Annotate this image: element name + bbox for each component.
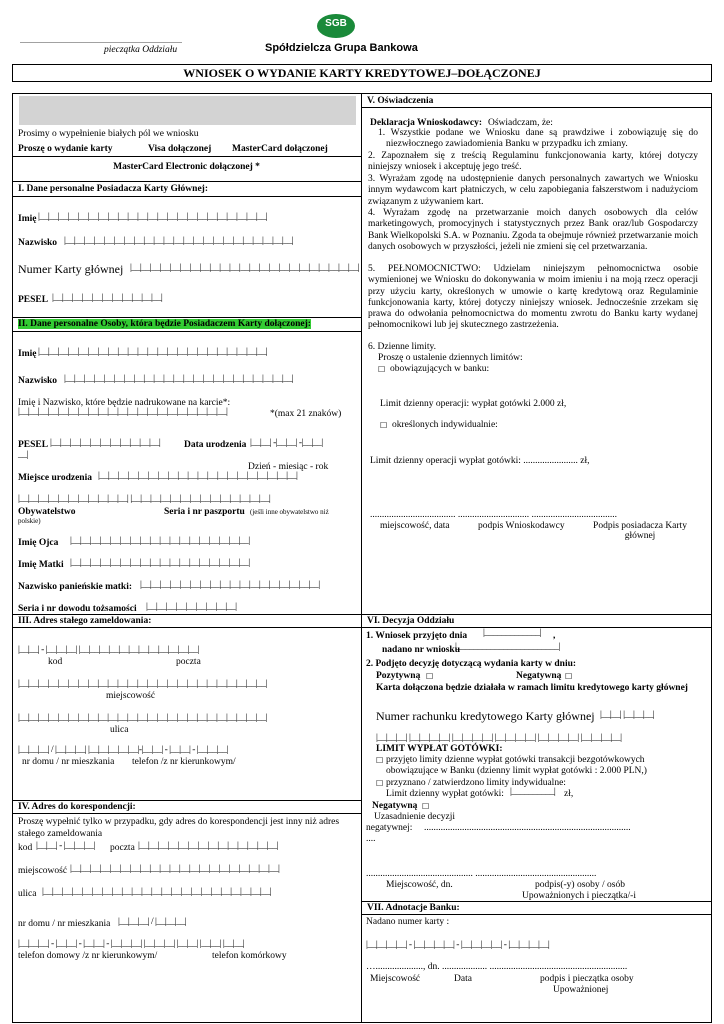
s4-note: Proszę wypełnić tylko w przypadku, gdy adres do korespondencji jest inny niż adres stałego zameldowania bbox=[18, 817, 340, 839]
s7-sig-place: Miejscowość bbox=[370, 974, 421, 984]
s2-card-name-label: Imię i Nazwisko, które będzie nadrukowane na karcie*: bbox=[18, 398, 231, 408]
s2-dob-input[interactable]: |__|__| -|__|__| -|__|__| bbox=[250, 438, 323, 448]
s1-numer-label: Numer Karty głównej bbox=[18, 262, 124, 276]
lim-a-text: przyjęto limity dzienne wypłat gotówki transakcji bezgotówkowych obowiązujące w Banku (dzienny limit wypłat gotówki : 2.000 PLN,) bbox=[386, 755, 647, 776]
s4-nr-input[interactable]: |__|__|__| / |__|__|__| bbox=[118, 917, 187, 927]
s3-miejscowosc-input[interactable]: |__|__|__|__|__|__|__|__|__|__|__|__|__|__|__|__|__|__|__|__|__|__|__|__|__| bbox=[18, 679, 267, 689]
pos-checkbox[interactable]: ☐ bbox=[426, 672, 434, 681]
s2-pesel-input[interactable]: |__|__|__|__|__|__|__|__|__|__|__| bbox=[50, 438, 161, 448]
decl-p2: 2. Zapoznałem się z treścią Regulaminu funkcjonowania karty, której dotyczy niniejszy wniosek i akceptuję jego treść. bbox=[368, 151, 698, 173]
s3-ulica-input[interactable]: |__|__|__|__|__|__|__|__|__|__|__|__|__|__|__|__|__|__|__|__|__|__|__|__|__| bbox=[18, 713, 267, 723]
sig-main-holder: Podpis posiadacza Karty główne​j bbox=[593, 521, 687, 541]
s2-birthplace-input[interactable]: |__|__|__|__|__|__|__|__|__|__|__|__|__|__|__|__|__|__|__|__| bbox=[98, 471, 298, 481]
s4-poczta-input[interactable]: |__|__|__|__|__|__|__|__|__|__|__|__|__|__| bbox=[138, 841, 279, 851]
decl-p1: 1. Wszystkie podane we Wniosku dane są prawdziwe i zobowiązuję się do niezwłocznego zawiadomienia Banku w przypadku ich zmiany. bbox=[378, 128, 698, 150]
d1-nr-label: nadano nr wniosku bbox=[382, 645, 460, 655]
s3-miejscowosc-label: miejscowość bbox=[106, 691, 156, 701]
form-title: WNIOSEK O WYDANIE KARTY KREDYTOWEJ–DOŁĄCZONEJ bbox=[183, 66, 541, 80]
s4-miejscowosc-input[interactable]: |__|__|__|__|__|__|__|__|__|__|__|__|__|__|__|__|__|__|__|__|__| bbox=[70, 864, 280, 874]
s2-card-name-input[interactable]: |__|__|__|__|__|__|__|__|__|__|__|__|__|__|__|__|__|__|__|__|__| bbox=[18, 407, 228, 417]
s4-poczta-label: poczta bbox=[110, 843, 135, 853]
opt2-checkbox[interactable]: ☐ bbox=[380, 421, 388, 430]
sig-applicant: podpis Wnioskodawcy bbox=[478, 521, 565, 531]
s7-dots: …...................., dn. ................... .......................................................... bbox=[366, 962, 628, 972]
limit1-text: Limit dzienny operacji: wypłat gotówki 2.000 zł, bbox=[380, 399, 567, 409]
sig-place-date: miejscowość, data bbox=[380, 521, 450, 531]
decl-label: Deklaracja Wnioskodawcy: bbox=[370, 118, 482, 128]
s2-father-input[interactable]: |__|__|__|__|__|__|__|__|__|__|__|__|__|__|__|__|__|__| bbox=[70, 536, 250, 546]
opt1-label: obowiązujących w banku: bbox=[390, 364, 490, 374]
s2-birthplace-label: Miejsce urodzenia bbox=[18, 473, 92, 483]
d2-note: Karta dołączona będzie działała w ramach limitu kredytowego karty głównej bbox=[376, 683, 688, 693]
s2-dob-hint: Dzień - miesiąc - rok bbox=[248, 462, 329, 472]
s3-tel-label: telefon /z nr kierunkowym/ bbox=[132, 757, 236, 767]
s3-poczta-label: poczta bbox=[176, 657, 201, 667]
s2-max-hint: *(max 21 znaków) bbox=[270, 409, 342, 419]
decl-p4: 4. Wyrażam zgodę na przetwarzanie moich danych osobowych dla celów marketingowych, promocyjnych i statystycznych przez Bank oraz/lub Gospodarczy Bank Wielkopolski S.A. w Poznaniu. Zgoda ta obejmuje również przetwarzanie moich danych osobowych w przyszłości, jeżeli nie zmieni się cel przetwarzania. bbox=[368, 208, 699, 252]
gray-header-box bbox=[19, 96, 356, 125]
request-label: Proszę o wydanie karty bbox=[18, 144, 113, 154]
section-6-title: VI. Decyzja Oddziału bbox=[367, 616, 455, 626]
lim-b2-text: Limit dzienny wypłat gotówki: bbox=[386, 789, 504, 799]
s4-tel-home-label: telefon domowy /z nr kierunkowym/ bbox=[18, 951, 158, 961]
s1-imie-label: Imię bbox=[18, 214, 37, 224]
s2-maiden-input[interactable]: |__|__|__|__|__|__|__|__|__|__|__|__|__|__|__|__|__|__| bbox=[140, 580, 320, 590]
s2-passport-label: Seria i nr paszportu bbox=[164, 507, 245, 517]
s3-nr-label: nr domu / nr mieszkania bbox=[22, 757, 115, 767]
acct-input-a[interactable]: |__|__| |__|__|__| bbox=[600, 710, 655, 720]
s2-dob-label: Data urodzenia bbox=[184, 440, 247, 450]
reason-dots[interactable]: ....................................................................................... bbox=[424, 823, 631, 833]
intro-text: Prosimy o wypełnienie białych pól we wniosku bbox=[18, 129, 199, 139]
s2-id-label: Seria i nr dowodu tożsamości bbox=[18, 604, 137, 614]
s6-sig-dots: ............................................. ................................................... bbox=[366, 869, 597, 879]
s7-card-input[interactable]: |__|__|__|__| - |__|__|__|__| - |__|__|__|__| - |__|__|__|__| bbox=[366, 940, 550, 950]
mastercard-option[interactable]: MasterCard dołączonej bbox=[232, 144, 328, 154]
s1-imie-input[interactable]: |__|__|__|__|__|__|__|__|__|__|__|__|__|__|__|__|__|__|__|__|__|__|__| bbox=[38, 212, 268, 222]
section-7-title: VII. Adnotacje Banku: bbox=[367, 903, 460, 913]
d1-comma: , bbox=[553, 631, 556, 641]
lim-b2-zl: zł, bbox=[564, 789, 574, 799]
s2-citizenship-input[interactable]: |__|__|__|__|__|__|__|__|__|__|__| |__|__|__|__|__|__|__|__|__|__|__|__|__|__| bbox=[18, 494, 271, 504]
logo-text: SGB bbox=[325, 18, 347, 29]
reason-label: Uzasadnienie decyzji bbox=[374, 812, 455, 822]
s2-mother-input[interactable]: |__|__|__|__|__|__|__|__|__|__|__|__|__|__|__|__|__|__| bbox=[70, 558, 250, 568]
s2-passport-hint2: polskie) bbox=[18, 517, 41, 525]
decl-p5: 5. PEŁNOMOCNICTWO: Udzielam niniejszym pełnomocnictwa osobie wymienionej we Wniosku do dokonywania w moim imieniu i na moją rzecz operacji przy użyciu karty, określonych w umowie o kartę kredytową oraz Regulaminie funkcjonowania karty, której dotyczy niniejszy wniosek. Jednocześnie zrzekam się prawa do odwołania pełnomocnictwa do momentu zwrotu do Banku karty wydanej pełnomocnikowi lub jej skutecznego zastrzeżenia. bbox=[368, 264, 698, 331]
decl-p6: 6. Dzienne limity. bbox=[368, 342, 436, 352]
d1-label: 1. Wniosek przyjęto dnia bbox=[366, 631, 468, 641]
section-3-title: III. Adres stałego zameldowania: bbox=[18, 616, 152, 626]
section-2-title: II. Dane personalne Osoby, która będzie Posiadaczem Karty dołączonej: bbox=[18, 319, 311, 329]
s2-mother-label: Imię Matki bbox=[18, 560, 64, 570]
s2-nazwisko-label: Nazwisko bbox=[18, 376, 58, 386]
lim-b2-input[interactable]: |__________| bbox=[510, 787, 556, 797]
stamp-label: pieczątka Oddziału bbox=[104, 45, 178, 55]
s1-pesel-input[interactable]: |__|__|__|__|__|__|__|__|__|__|__| bbox=[52, 293, 163, 303]
section-5-title: V. Oświadczenia bbox=[367, 96, 434, 106]
reason-dots-2: .... bbox=[366, 834, 376, 844]
s3-kod-label: kod bbox=[48, 657, 63, 667]
s4-ulica-label: ulica bbox=[18, 889, 37, 899]
s3-kod-input[interactable]: |__|__| - |__|__|__| |__|__|__|__|__|__|__|__|__|__|__|__| bbox=[18, 645, 199, 655]
s2-maiden-label: Nazwisko panieńskie matki: bbox=[18, 582, 133, 592]
neg-label: Negatywną bbox=[516, 671, 562, 681]
lim-a-checkbox[interactable]: ☐ bbox=[376, 756, 384, 765]
s7-sig-auth: Upoważnionej bbox=[553, 985, 609, 995]
neg2-checkbox[interactable]: ☐ bbox=[422, 802, 430, 811]
s2-imie-label: Imię bbox=[18, 349, 37, 359]
decl-p6b: Proszę o ustalenie dziennych limitów: bbox=[378, 353, 523, 363]
s4-tel-input[interactable]: |__|__|__| - |__|__| - |__|__| - |__|__|__| |__|__|__| |__|__| |__|__| |__|__| bbox=[18, 939, 245, 949]
lim-b-checkbox[interactable]: ☐ bbox=[376, 779, 384, 788]
s1-numer-input[interactable]: |__|__|__|__|__|__|__|__|__|__|__|__|__|__|__|__|__|__|__|__|__|__|__| bbox=[130, 263, 360, 273]
s7-sig-date: Data bbox=[454, 974, 472, 984]
decl-intro: Oświadczam, że: bbox=[488, 118, 553, 128]
bank-name: Spółdzielcza Grupa Bankowa bbox=[265, 42, 418, 54]
s1-nazwisko-label: Nazwisko bbox=[18, 238, 58, 248]
s2-imie-input[interactable]: |__|__|__|__|__|__|__|__|__|__|__|__|__|__|__|__|__|__|__|__|__|__|__| bbox=[38, 347, 268, 357]
acct-input-b[interactable]: |__|__|__| |__|__|__|__| |__|__|__|__| |__|__|__|__| |__|__|__|__| |__|__|__|__| bbox=[376, 733, 622, 743]
decl-p3: 3. Wyrażam zgodę na udostępnienie danych personalnych zawartych we Wniosku innym wydawcom kart płatniczych, w celu zapobiegania fałszerstwom i nadużyciom związanym z używaniem kart. bbox=[368, 174, 698, 207]
s4-ulica-input[interactable]: |__|__|__|__|__|__|__|__|__|__|__|__|__|__|__|__|__|__|__|__|__|__|__| bbox=[42, 887, 272, 897]
s2-father-label: Imię Ojca bbox=[18, 538, 59, 548]
s1-pesel-label: PESEL bbox=[18, 295, 49, 305]
limit-title: LIMIT WYPŁAT GOTÓWKI: bbox=[376, 744, 503, 754]
s4-kod-input[interactable]: |__|__| - |__|__|__| bbox=[36, 841, 95, 851]
d2-label: 2. Podjęto decyzję dotyczącą wydania karty w dniu: bbox=[366, 659, 577, 669]
opt2-label: określonych indywidualnie: bbox=[392, 420, 498, 430]
s4-tel-mobile-label: telefon komórkowy bbox=[212, 951, 287, 961]
s4-miejscowosc-label: miejscowość bbox=[18, 866, 68, 876]
negatywnej-label: negatywnej: bbox=[366, 823, 413, 833]
s7-card-label: Nadano numer karty : bbox=[366, 917, 450, 927]
d1-nr-input[interactable]: |________________________| bbox=[455, 642, 560, 652]
s6-sig-place: Miejscowość, dn. bbox=[386, 880, 453, 890]
limit2-text: Limit dzienny operacji wypłat gotówki: ....................... zł, bbox=[370, 456, 590, 466]
visa-option[interactable]: Visa dołączonej bbox=[148, 144, 212, 154]
mc-electronic-option[interactable]: MasterCard Electronic dołączonej * bbox=[113, 162, 260, 172]
s2-citizenship-label: Obywatelstwo bbox=[18, 507, 76, 517]
s2-passport-hint: (jeśli inne obywatelstwo niż bbox=[250, 508, 329, 516]
s2-nazwisko-input[interactable]: |__|__|__|__|__|__|__|__|__|__|__|__|__|__|__|__|__|__|__|__|__|__|__| bbox=[64, 374, 294, 384]
s3-nr-input[interactable]: |__|__|__| / |__|__|__| |__|__|__|__|__|-|__|__| - |__|__| - |__|__|__| bbox=[18, 745, 228, 755]
pos-label: Pozytywną bbox=[376, 671, 421, 681]
stamp-dots: ................................................................................. bbox=[20, 36, 182, 45]
s4-nr-label: nr domu / nr mieszkania bbox=[18, 919, 111, 929]
s4-kod-label: kod bbox=[18, 843, 33, 853]
s3-ulica-label: ulica bbox=[110, 725, 129, 735]
acct-label: Numer rachunku kredytowego Karty głównej bbox=[376, 709, 595, 723]
neg2-label: Negatywną bbox=[372, 801, 418, 811]
section-4-title: IV. Adres do korespondencji: bbox=[18, 802, 136, 812]
lim-b-text: przyznano / zatwierdzono limity indywidualne: bbox=[386, 778, 566, 788]
s6-sig-persons: podpis(-y) osoby / osób bbox=[535, 880, 625, 890]
opt1-checkbox[interactable]: ☐ bbox=[378, 365, 386, 374]
s1-nazwisko-input[interactable]: |__|__|__|__|__|__|__|__|__|__|__|__|__|__|__|__|__|__|__|__|__|__|__| bbox=[64, 236, 294, 246]
s6-sig-stamp: Upoważnionych i pieczątka/-i bbox=[522, 891, 636, 901]
s7-sig-person: podpis i pieczątka osoby bbox=[540, 974, 634, 984]
s2-dob-end: __| bbox=[18, 450, 28, 460]
d1-date-input[interactable]: |_____________| bbox=[483, 628, 542, 638]
neg-checkbox[interactable]: ☐ bbox=[565, 672, 573, 681]
s2-pesel-label: PESEL bbox=[18, 440, 49, 450]
s2-id-input[interactable]: |__|__|__|__|__|__|__|__|__| bbox=[146, 602, 237, 612]
sig-dots: .................................... .............................. .................................... bbox=[370, 510, 617, 520]
section-1-title: I. Dane personalne Posiadacza Karty Głównej: bbox=[18, 184, 208, 194]
